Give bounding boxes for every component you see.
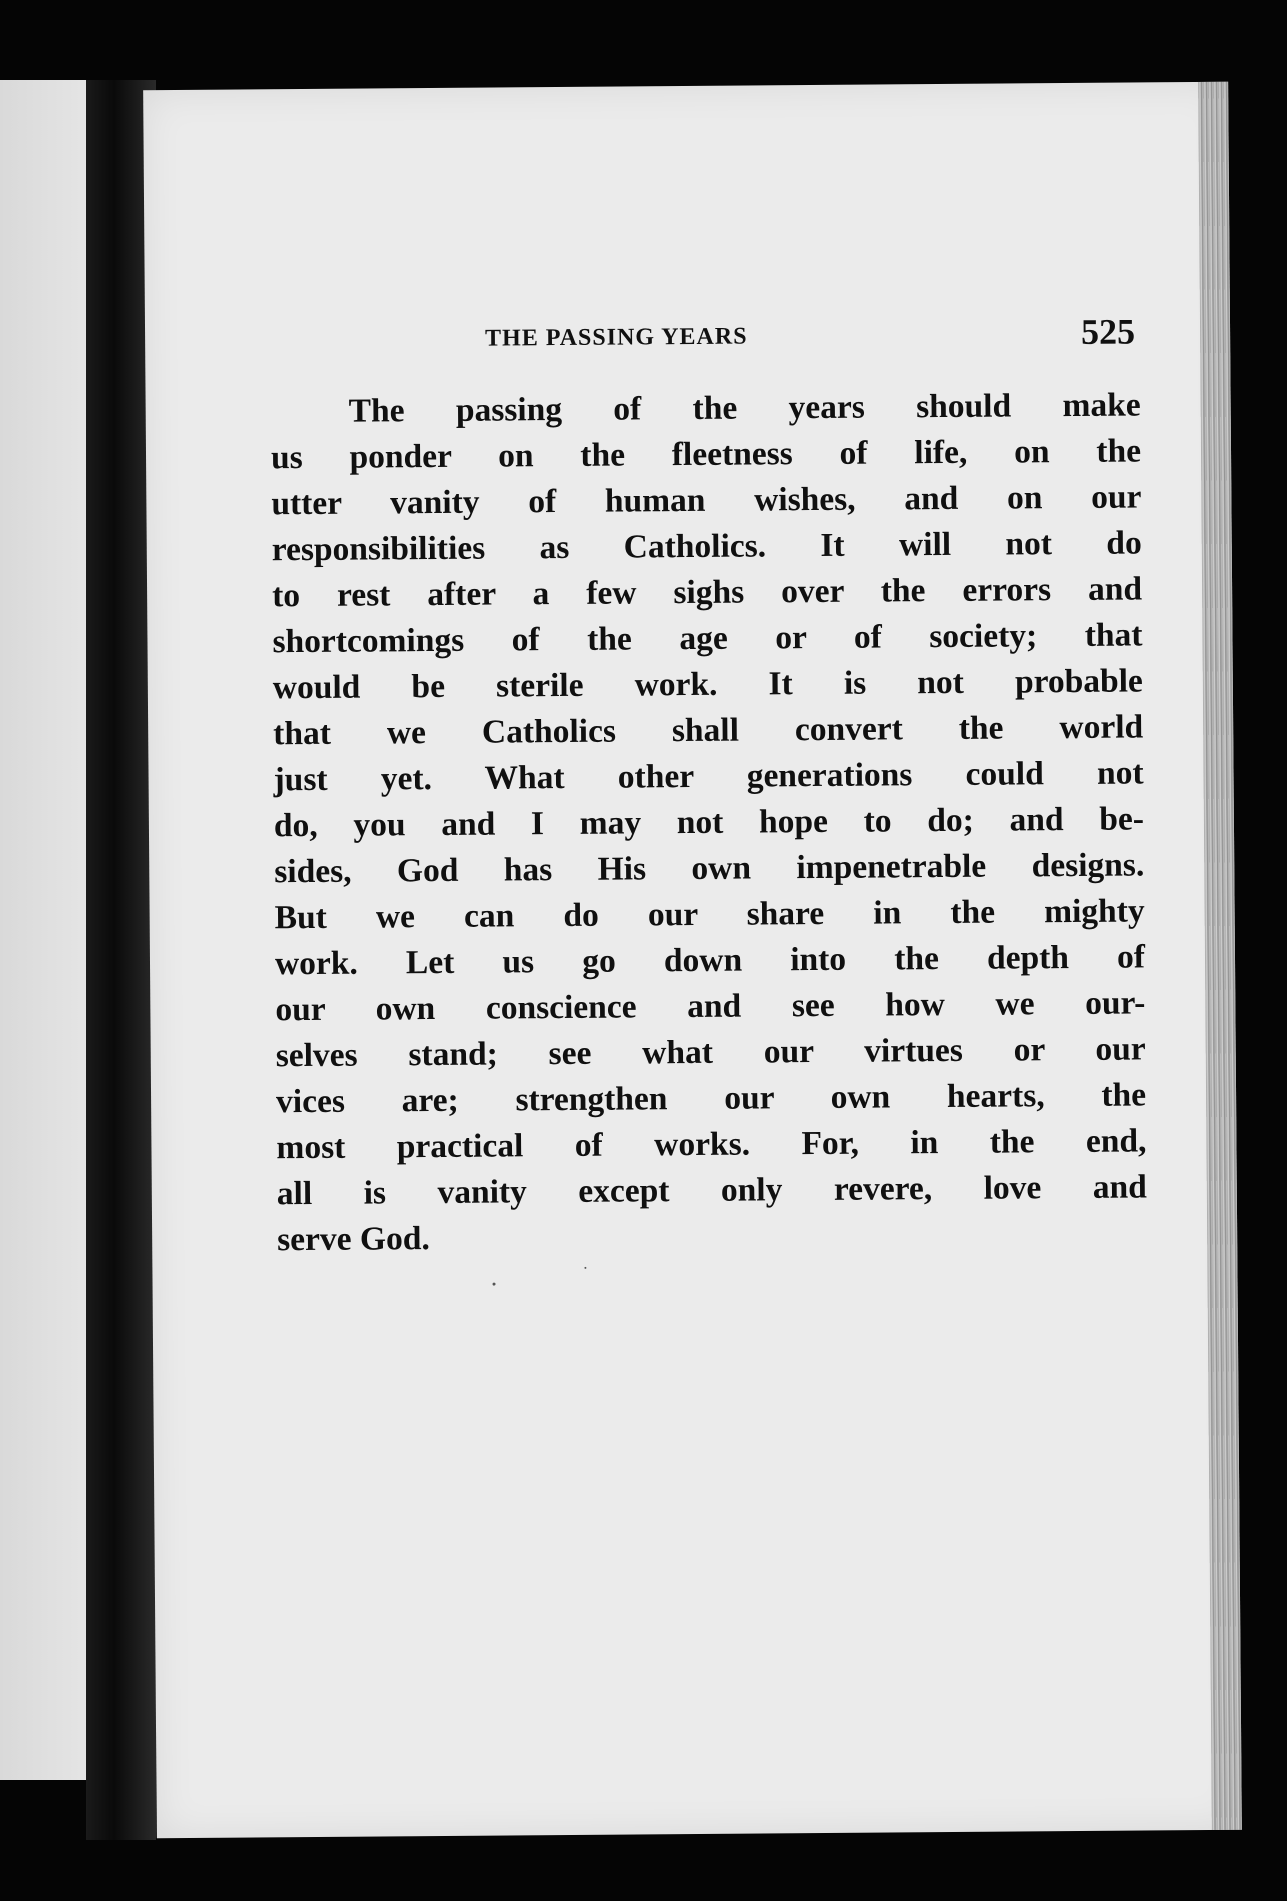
scan-speck	[584, 1267, 586, 1269]
text-line: sides, God has His own impenetrable designs.	[274, 846, 1145, 891]
text-line: all is vanity except only revere, love and	[276, 1168, 1147, 1213]
scan-speck	[493, 1283, 496, 1286]
running-title: THE PASSING YEARS	[485, 323, 748, 352]
running-head	[485, 311, 1135, 366]
text-line: shortcomings of the age or of society; that	[272, 616, 1143, 661]
text-line: selves stand; see what our virtues or our	[275, 1030, 1146, 1075]
text-line: serve God.	[277, 1220, 430, 1259]
text-line: that we Catholics shall convert the world	[273, 708, 1144, 753]
text-line: vices are; strengthen our own hearts, the	[275, 1076, 1147, 1121]
text-line: to rest after a few sighs over the errors and	[271, 570, 1143, 615]
body-paragraph	[271, 382, 1148, 1263]
text-line: our own conscience and see how we our-	[275, 984, 1146, 1029]
page-fore-edge	[1198, 82, 1242, 1830]
book-page	[143, 82, 1242, 1838]
text-line: would be sterile work. It is not probable	[272, 662, 1143, 707]
text-line: But we can do our share in the mighty	[274, 892, 1145, 937]
page-number: 525	[1080, 311, 1136, 352]
text-line: utter vanity of human wishes, and on our	[271, 478, 1142, 523]
text-line: The passing of the years should make	[348, 386, 1141, 430]
text-line: most practical of works. For, in the end,	[276, 1122, 1147, 1167]
text-line: do, you and I may not hope to do; and be-	[273, 800, 1145, 845]
text-line: just yet. What other generations could not	[273, 754, 1144, 799]
text-line: responsibilities as Catholics. It will not do	[271, 524, 1142, 569]
text-line: work. Let us go down into the depth of	[274, 938, 1146, 983]
text-line: us ponder on the fleetness of life, on the	[270, 432, 1142, 477]
